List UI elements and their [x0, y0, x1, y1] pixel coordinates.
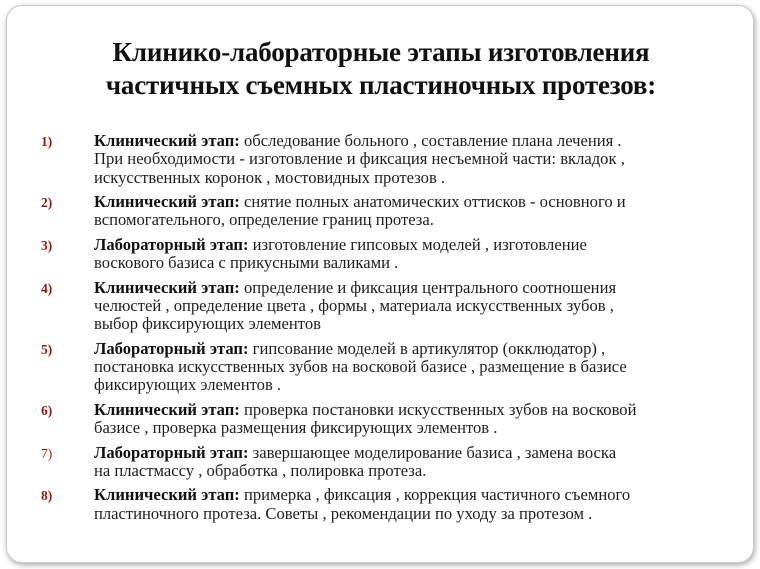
stage-label: Клинический этап: — [94, 131, 240, 150]
list-item — [41, 132, 721, 187]
stage-text: завершающее моделирование базиса , замена воска — [248, 442, 617, 462]
stage-label: Клинический этап: — [94, 192, 240, 212]
item-number: 8) — [41, 488, 53, 504]
list-item — [41, 486, 721, 523]
item-number: 2) — [41, 195, 53, 211]
item-number: 6) — [41, 402, 53, 418]
stage-text: проверка постановки искусственных зубов на восковой — [239, 399, 637, 419]
stage-text: вспомогательного, определение границ протеза. — [94, 210, 434, 230]
stage-label: Клинический этап: — [94, 277, 240, 297]
stage-text: определение и фиксация центрального соотношения — [239, 277, 617, 297]
list-item — [41, 279, 721, 334]
stage-text: гипсование моделей в артикулятор (окклюдатор) , — [248, 338, 606, 358]
slide-title — [7, 36, 755, 102]
stage-text: базисе , проверка размещения фиксирующих элементов . — [94, 418, 498, 438]
stage-text: фиксирующих элементов . — [94, 375, 282, 395]
stage-text: воскового базиса с прикусными валиками . — [94, 253, 399, 273]
stage-text: челюстей , определение цвета , формы , материала искусственных зубов , — [94, 295, 614, 315]
item-number: 7) — [41, 445, 53, 461]
item-number: 3) — [41, 237, 53, 253]
stage-text: обследование больного , составление плана лечения . — [239, 131, 622, 150]
list-item — [41, 193, 721, 230]
stage-text: примерка , фиксация , коррекция частичного съемного — [239, 485, 631, 505]
item-number: 1) — [41, 134, 53, 149]
stage-label: Клинический этап: — [94, 399, 240, 419]
stage-text: выбор фиксирующих элементов — [94, 314, 321, 334]
list-item — [41, 236, 721, 273]
stage-label: Лабораторный этап: — [94, 234, 249, 254]
item-number: 4) — [41, 280, 53, 296]
stage-label: Клинический этап: — [94, 485, 240, 505]
slide-frame — [6, 5, 754, 563]
stage-label: Лабораторный этап: — [94, 338, 249, 358]
stage-text: постановка искусственных зубов на восковой базисе , размещение в базисе — [94, 357, 627, 377]
stage-text: снятие полных анатомических оттисков - основного и — [239, 192, 626, 212]
stage-text: изготовление гипсовых моделей , изготовление — [248, 234, 587, 254]
title-line-1: Клинико-лабораторные этапы изготовления — [112, 37, 650, 67]
item-number: 5) — [41, 341, 53, 357]
stage-text: При необходимости - изготовление и фиксация несъемной части: вкладок , — [94, 149, 625, 169]
stage-text: искусственных коронок , мостовидных протезов . — [94, 167, 446, 187]
list-item — [41, 340, 721, 395]
stage-label: Лабораторный этап: — [94, 442, 249, 462]
stages-list — [41, 132, 721, 529]
list-item — [41, 401, 721, 438]
stage-text: на пластмассу , обработка , полировка протеза. — [94, 460, 427, 480]
stage-text: пластиночного протеза. Советы , рекомендации по уходу за протезом . — [94, 503, 593, 523]
list-item — [41, 444, 721, 481]
title-line-2: частичных съемных пластиночных протезов: — [105, 70, 657, 100]
